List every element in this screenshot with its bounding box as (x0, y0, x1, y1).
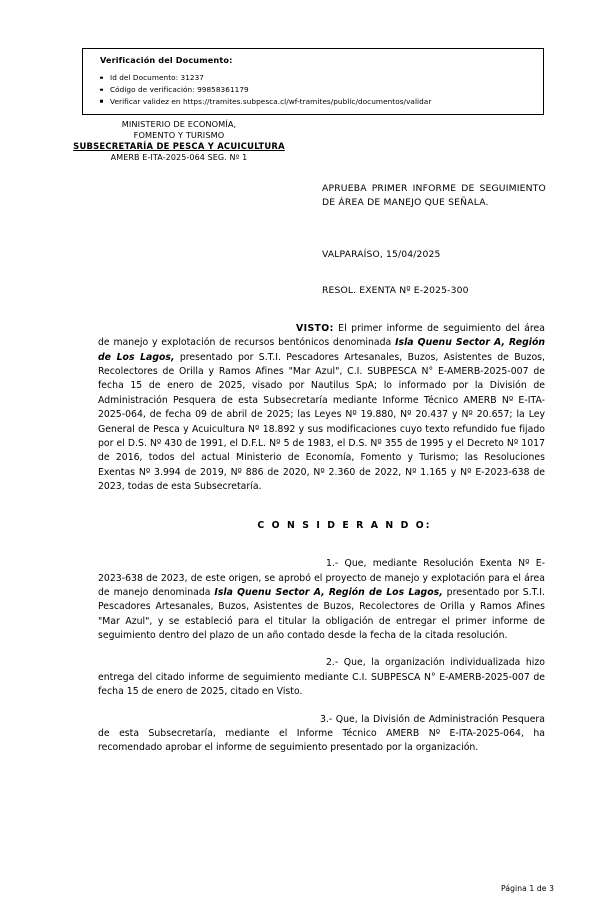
bullet-icon (100, 100, 103, 103)
bullet-icon (100, 88, 103, 91)
considerando-1-area-name: Isla Quenu Sector A, Región de Los Lagos, (214, 587, 443, 599)
footer-page-number: Página 1 de 3 (501, 884, 554, 893)
considerando-item-2: 2.- Que, la organización individualizada hizo entrega del citado informe de seguimiento mediante C.I. SUBPESCA N° E-AMERB-2025-007 de fecha 15 de enero de 2025, citado en Visto. (98, 657, 545, 698)
ministry-line-1: MINISTERIO DE ECONOMÍA, (121, 119, 237, 129)
document-body (98, 322, 545, 756)
visto-paragraph (98, 322, 545, 494)
resolution-number: RESOL. EXENTA Nº E-2025-300 (322, 285, 469, 296)
place-and-date: VALPARAÍSO, 15/04/2025 (322, 249, 441, 260)
bullet-icon (100, 77, 103, 80)
verification-item-text: Id del Documento: 31237 (110, 72, 204, 82)
document-reference: AMERB E-ITA-2025-064 SEG. Nº 1 (110, 152, 248, 162)
verification-list (100, 72, 543, 107)
considerando-item-3: 3.- Que, la División de Administración Pesquera de esta Subsecretaría, mediante el Informe Técnico AMERB Nº E-ITA-2025-064, ha recomendado aprobar el informe de seguimiento presentado por la organización. (98, 713, 545, 754)
verification-item-document-id (100, 72, 543, 84)
considerando-1-text-after: presentado por S.T.I. Pescadores Artesanales, Buzos, Asistentes de Buzos, Recolectores de Orilla y Ramos Afines "Mar Azul", y se estableció para el titular la obligación de entregar el primer informe de seguimiento dentro del plazo de un año contado desde la fecha de la citada resolución. (98, 587, 545, 642)
considerando-item-1 (98, 557, 545, 643)
verification-title: Verificación del Documento: (100, 55, 233, 65)
considerando-heading-wrap (98, 520, 545, 531)
verification-item-url (100, 96, 543, 108)
visto-area-name: Isla Quenu Sector A, Región de Los Lagos, (98, 337, 545, 363)
subsecretaria-title: SUBSECRETARÍA DE PESCA Y ACUICULTURA (73, 141, 285, 152)
visto-label: VISTO: (296, 323, 334, 334)
visto-text-before: El primer informe de seguimiento del área de manejo y explotación de recursos bentónicos denominada (98, 323, 545, 349)
ministry-line-2: FOMENTO Y TURISMO (133, 130, 225, 141)
institutional-header (58, 119, 300, 164)
verification-item-text: Verificar validez en https://tramites.subpesca.cl/wf-tramites/public/documentos/validar (110, 96, 432, 106)
verification-item-code (100, 84, 543, 96)
verification-box (82, 48, 544, 115)
subject-block: APRUEBA PRIMER INFORME DE SEGUIMIENTO DE ÁREA DE MANEJO QUE SEÑALA. (322, 183, 546, 208)
considerando-heading: C O N S I D E R A N D O: (257, 520, 432, 532)
visto-text-after: presentado por S.T.I. Pescadores Artesanales, Buzos, Asistentes de Buzos, Recolectores de Orilla y Ramos Afines "Mar Azul", C.I. SUBPESCA N° E-AMERB-2025-007 de fecha 15 de enero de 2025, visado por Nautilus SpA; lo informado por la División de Administración Pesquera de esta Subsecretaría mediante Informe Técnico AMERB Nº E-ITA-2025-064, de fecha 09 de abril de 2025; las Leyes Nº 19.880, Nº 20.437 y Nº 20.657; la Ley General de Pesca y Acuicultura Nº 18.892 y sus modificaciones cuyo texto refundido fue fijado por el D.S. Nº 430 de 1991, el D.F.L. Nº 5 de 1983, el D.S. Nº 355 de 1995 y el Decreto Nº 1017 de 2016, todos del actual Ministerio de Economía, Fomento y Turismo; las Resoluciones Exentas Nº 3.994 de 2019, Nº 886 de 2020, Nº 2.360 de 2022, Nº 1.165 y Nº E-2023-638 de 2023, todas de esta Subsecretaría. (98, 351, 545, 492)
considerando-1-text-before: 1.- Que, mediante Resolución Exenta Nº E-2023-638 de 2023, de este origen, se aprobó el proyecto de manejo y explotación para el área de manejo denominada (98, 558, 545, 599)
verification-item-text: Código de verificación: 99858361179 (110, 84, 249, 94)
